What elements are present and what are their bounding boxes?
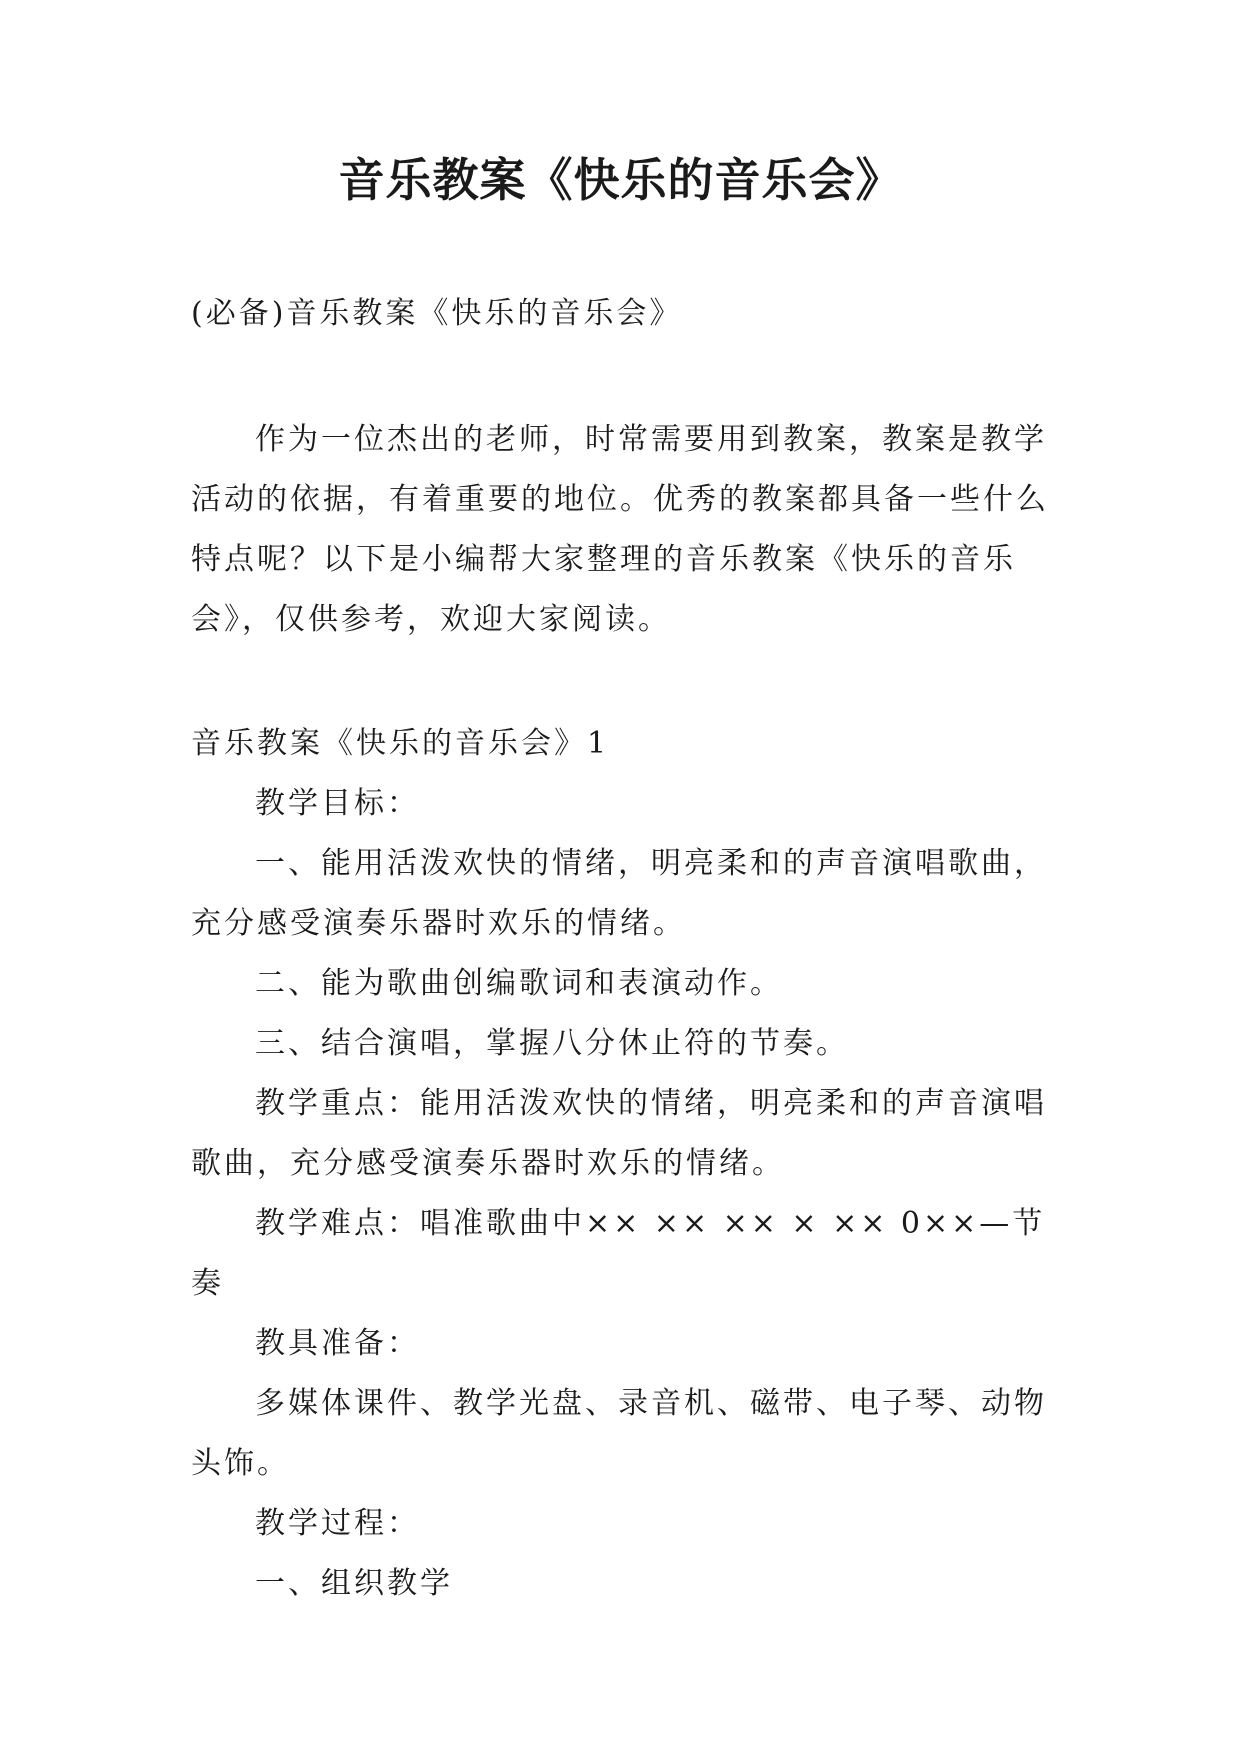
- document-title: 音乐教案《快乐的音乐会》: [338, 153, 903, 207]
- heading-teaching-goals: 教学目标：: [255, 786, 420, 821]
- intro-paragraph: 作为一位杰出的老师，时常需要用到教案，教案是教学活动的依据，有着重要的地位。优秀的教案都具备一些什么特点呢？以下是小编帮大家整理的音乐教案《快乐的音乐会》，仅供参考，欢迎大家阅读。: [191, 422, 1049, 637]
- heading-teaching-process: 教学过程：: [255, 1506, 420, 1541]
- teaching-difficulty: 教学难点：唱准歌曲中×× ×× ×× × ×× 0××—节奏: [191, 1206, 1046, 1301]
- document-body: [191, 284, 1049, 1614]
- teaching-aids-list: 多媒体课件、教学光盘、录音机、磁带、电子琴、动物头饰。: [191, 1386, 1047, 1481]
- goal-item-1: 一、能用活泼欢快的情绪，明亮柔和的声音演唱歌曲，充分感受演奏乐器时欢乐的情绪。: [191, 846, 1047, 941]
- section-heading: 音乐教案《快乐的音乐会》1: [191, 726, 610, 761]
- heading-teaching-aids: 教具准备：: [255, 1326, 420, 1361]
- document-subtitle: (必备)音乐教案《快乐的音乐会》: [191, 296, 683, 331]
- process-step-1: 一、组织教学: [255, 1566, 453, 1601]
- goal-item-3: 三、结合演唱，掌握八分休止符的节奏。: [255, 1026, 849, 1061]
- goal-item-2: 二、能为歌曲创编歌词和表演动作。: [255, 966, 783, 1001]
- teaching-key-point: 教学重点：能用活泼欢快的情绪，明亮柔和的声音演唱歌曲，充分感受演奏乐器时欢乐的情绪。: [191, 1086, 1047, 1181]
